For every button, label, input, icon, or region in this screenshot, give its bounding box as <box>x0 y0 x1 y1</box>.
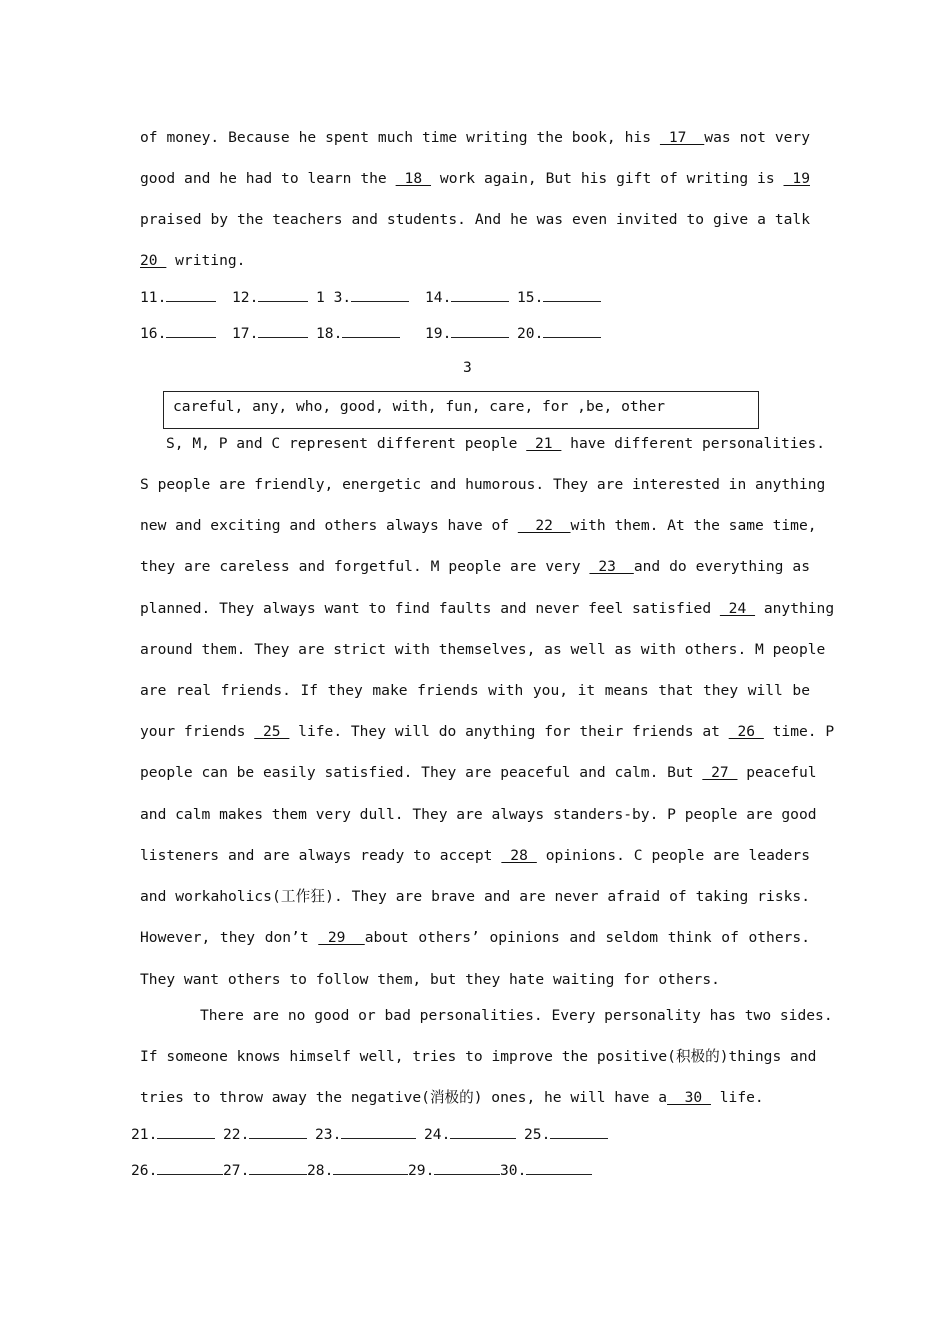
answer-20[interactable]: 20. <box>517 323 601 344</box>
answer-13[interactable]: 1 3. <box>316 287 409 308</box>
answer-blank[interactable] <box>543 287 601 302</box>
answer-blank[interactable] <box>249 1124 307 1139</box>
passage2-line-16: If someone knows himself well, tries to improve the positive(积极的)things and <box>140 1048 817 1065</box>
passage2-line-3: new and exciting and others always have of 22 with them. At the same time, <box>140 517 817 534</box>
passage2-line-1: S, M, P and C represent different people 21 have different personalities. <box>166 435 825 452</box>
blank-20[interactable]: 20 <box>140 252 167 269</box>
answer-12[interactable]: 12. <box>232 287 308 308</box>
answer-blank[interactable] <box>526 1160 592 1175</box>
blank-29[interactable]: 29 <box>318 929 365 946</box>
answer-30[interactable]: 30. <box>500 1160 592 1181</box>
passage2-line-9: people can be easily satisfied. They are peaceful and calm. But 27 peaceful <box>140 764 817 781</box>
answer-blank[interactable] <box>451 287 509 302</box>
blank-26[interactable]: 26 <box>728 723 764 740</box>
passage2-line-15: There are no good or bad personalities. Every personality has two sides. <box>200 1007 833 1024</box>
answer-22[interactable]: 22. <box>223 1124 307 1145</box>
passage2-line-13: However, they don’t 29 about others’ opinions and seldom think of others. <box>140 929 810 946</box>
passage2-line-2: S people are friendly, energetic and humorous. They are interested in anything <box>140 476 826 493</box>
answer-blank[interactable] <box>434 1160 500 1175</box>
answer-blank[interactable] <box>157 1160 223 1175</box>
blank-19[interactable]: 19 <box>783 170 810 187</box>
passage2-line-7: are real friends. If they make friends with you, it means that they will be <box>140 682 810 699</box>
passage2-line-5: planned. They always want to find faults and never feel satisfied 24 anything <box>140 600 835 617</box>
answer-15[interactable]: 15. <box>517 287 601 308</box>
answer-19[interactable]: 19. <box>425 323 509 344</box>
answer-28[interactable]: 28. <box>307 1160 408 1181</box>
answer-blank[interactable] <box>333 1160 408 1175</box>
answer-17[interactable]: 17. <box>232 323 308 344</box>
answer-blank[interactable] <box>166 287 216 302</box>
passage2-line-8: your friends 25 life. They will do anything for their friends at 26 time. P <box>140 723 835 740</box>
blank-25[interactable]: 25 <box>254 723 290 740</box>
answer-26[interactable]: 26. <box>131 1160 223 1181</box>
answer-14[interactable]: 14. <box>425 287 509 308</box>
blank-28[interactable]: 28 <box>501 847 537 864</box>
answer-blank[interactable] <box>342 323 400 338</box>
blank-22[interactable]: 22 <box>517 517 571 534</box>
passage1-line-1: of money. Because he spent much time writing the book, his 17 was not very <box>140 129 810 146</box>
passage2-line-6: around them. They are strict with themselves, as well as with others. M people <box>140 641 826 658</box>
answer-27[interactable]: 27. <box>223 1160 307 1181</box>
passage2-line-10: and calm makes them very dull. They are always standers-by. P people are good <box>140 806 817 823</box>
passage2-line-12: and workaholics(工作狂). They are brave and are never afraid of taking risks. <box>140 888 810 905</box>
passage2-line-4: they are careless and forgetful. M people are very 23 and do everything as <box>140 558 810 575</box>
word-bank <box>163 391 759 429</box>
blank-21[interactable]: 21 <box>526 435 562 452</box>
blank-24[interactable]: 24 <box>719 600 756 617</box>
answer-25[interactable]: 25. <box>524 1124 608 1145</box>
answer-blank[interactable] <box>249 1160 307 1175</box>
answer-18[interactable]: 18. <box>316 323 400 344</box>
blank-27[interactable]: 27 <box>702 764 738 781</box>
blank-18[interactable]: 18 <box>395 170 432 187</box>
passage2-line-17: tries to throw away the negative(消极的) ones, he will have a 30 life. <box>140 1089 764 1106</box>
answer-blank[interactable] <box>157 1124 215 1139</box>
answer-11[interactable]: 11. <box>140 287 216 308</box>
answer-21[interactable]: 21. <box>131 1124 215 1145</box>
blank-23[interactable]: 23 <box>589 558 634 575</box>
answer-blank[interactable] <box>258 323 308 338</box>
answer-23[interactable]: 23. <box>315 1124 416 1145</box>
blank-30[interactable]: 30 <box>667 1089 711 1106</box>
word-bank-text: careful, any, who, good, with, fun, care, for ,be, other <box>173 398 666 415</box>
answer-blank[interactable] <box>450 1124 516 1139</box>
answer-16[interactable]: 16. <box>140 323 216 344</box>
passage1-line-2: good and he had to learn the 18 work again, But his gift of writing is 19 <box>140 170 810 187</box>
blank-17[interactable]: 17 <box>659 129 705 146</box>
answer-blank[interactable] <box>451 323 509 338</box>
passage2-line-11: listeners and are always ready to accept 28 opinions. C people are leaders <box>140 847 810 864</box>
answer-blank[interactable] <box>166 323 216 338</box>
passage1-line-4: 20 writing. <box>140 252 246 269</box>
passage1-line-3: praised by the teachers and students. And he was even invited to give a talk <box>140 211 810 228</box>
section-number: 3 <box>463 359 472 376</box>
answer-blank[interactable] <box>258 287 308 302</box>
answer-blank[interactable] <box>341 1124 416 1139</box>
passage2-line-14: They want others to follow them, but they hate waiting for others. <box>140 971 720 988</box>
answer-24[interactable]: 24. <box>424 1124 516 1145</box>
answer-29[interactable]: 29. <box>408 1160 500 1181</box>
answer-blank[interactable] <box>351 287 409 302</box>
answer-blank[interactable] <box>543 323 601 338</box>
answer-blank[interactable] <box>550 1124 608 1139</box>
